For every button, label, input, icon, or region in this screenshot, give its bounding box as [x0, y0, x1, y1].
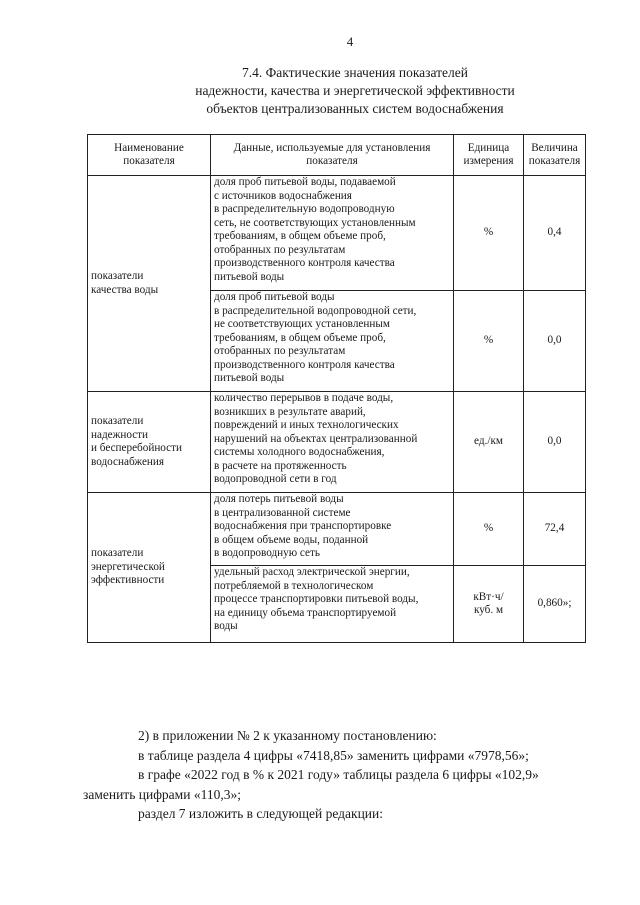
unit-cell: % — [454, 493, 524, 566]
paragraph: в графе «2022 год в % к 2021 году» таблицы раздела 6 цифры «102,9» — [138, 767, 539, 782]
value-cell: 0,4 — [524, 176, 586, 291]
unit-cell: ед./км — [454, 392, 524, 493]
description-cell: доля проб питьевой воды в распределительной водопроводной сети, не соответствующих установленным требованиям, в общем объеме проб, отобранных по результатам производственного контроля качества питьевой воды — [211, 291, 454, 392]
section-title — [60, 64, 640, 118]
description-cell: доля потерь питьевой воды в централизованной системе водоснабжения при транспортировке в общем объеме воды, поданной в водопроводную сеть — [211, 493, 454, 566]
category-cell: показатели энергетической эффективности — [88, 493, 211, 643]
header-unit: Единица измерения — [454, 135, 524, 176]
table-row — [88, 493, 586, 566]
header-value: Величина показателя — [524, 135, 586, 176]
title-line: 7.4. Фактические значения показателей — [241, 65, 468, 80]
header-data: Данные, используемые для установления показателя — [211, 135, 454, 176]
paragraph: в таблице раздела 4 цифры «7418,85» заменить цифрами «7978,56»; — [138, 747, 529, 763]
paragraph: раздел 7 изложить в следующей редакции: — [138, 806, 384, 821]
description-cell: доля проб питьевой воды, подаваемой с источников водоснабжения в распределительную водопроводную сеть, не соответствующих установленным требованиям, в общем объеме проб, отобранных по результатам производственного контроля качества питьевой воды — [211, 176, 454, 291]
paragraph: заменить цифрами «110,3»; — [83, 786, 241, 802]
description-cell: удельный расход электрической энергии, потребляемой в технологическом процессе транспортировки питьевой воды, на единицу объема транспортируемой воды — [211, 566, 454, 643]
header-name: Наименование показателя — [88, 135, 211, 176]
page-number: 4 — [346, 34, 354, 49]
unit-cell: % — [454, 176, 524, 291]
value-cell: 0,860»; — [524, 566, 586, 643]
value-cell: 0,0 — [524, 291, 586, 392]
amendment-text — [83, 726, 626, 824]
paragraph: 2) в приложении № 2 к указанному постановлению: — [138, 728, 437, 743]
description-cell: количество перерывов в подаче воды, возникших в результате аварий, повреждений и иных технологических нарушений на объектах централизованной системы холодного водоснабжения, в расчете на протяженность водопроводной сети в год — [211, 392, 454, 493]
value-cell: 0,0 — [524, 392, 586, 493]
title-line: надежности, качества и энергетической эффективности — [195, 83, 515, 98]
unit-cell: кВт·ч/ куб. м — [454, 566, 524, 643]
indicators-table — [87, 134, 586, 643]
title-line: объектов централизованных систем водоснабжения — [206, 101, 504, 116]
table-row — [88, 176, 586, 291]
category-cell: показатели качества воды — [88, 176, 211, 392]
value-cell: 72,4 — [524, 493, 586, 566]
table-row — [88, 392, 586, 493]
unit-cell: % — [454, 291, 524, 392]
category-cell: показатели надежности и бесперебойности водоснабжения — [88, 392, 211, 493]
table-header-row — [88, 135, 586, 176]
